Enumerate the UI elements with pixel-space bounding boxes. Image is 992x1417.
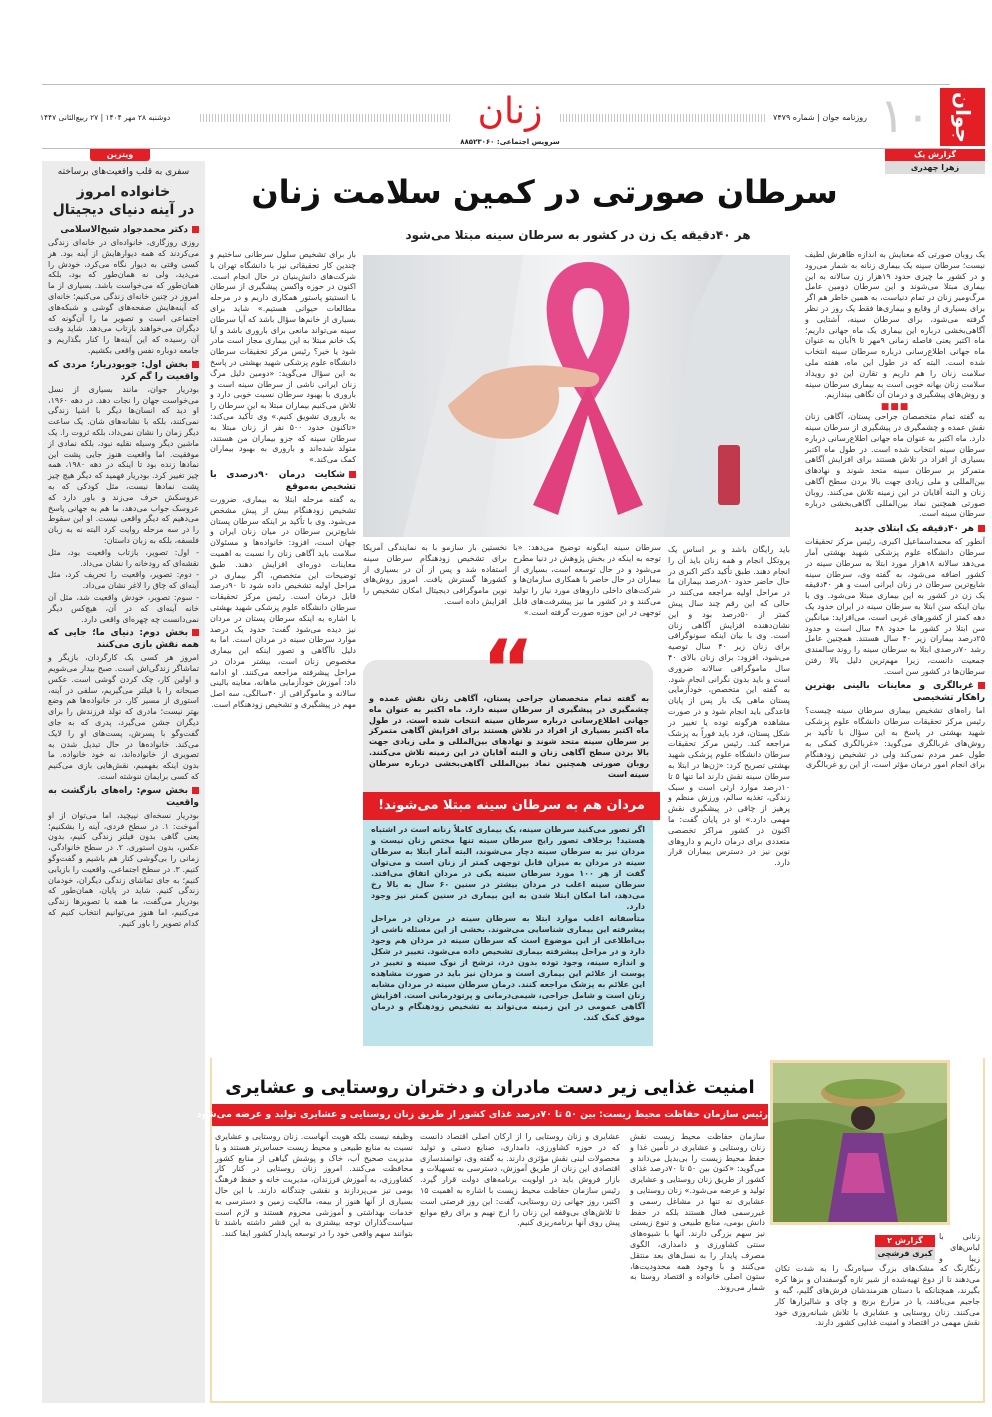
paragraph: بودریار نسخه‌ای نپیچید، اما می‌توان از او آموخت: ۱. در سطح فردی، آینه را بشکنیم؛ یعنی گاهی بدون فیلتر زندگی کنیم، بدون عکس، بدون استوری. ۲. در سطح خانوادگی، زمانی را بی‌گوشی کنار هم باشیم و گفت‌وگو کنیم. ۳. در سطح اجتماعی، واقعیت را بازیابی کنیم؛ به جای تماشای زندگی دیگران، خودمان زندگی کنیم. شاید در پایان، همان‌طور که بودریار می‌گفت، ما همه با تصویرها زندگی می‌کنیم، اما هنوز می‌توانیم انتخاب کنیم که کدام تصویر را باور کنیم.	[48, 810, 200, 928]
quote-box	[363, 623, 660, 1046]
paragraph: به گفته تمام متخصصان جراحی پستان، آگاهی زنان نقش عمده و چشمگیری در پیشگیری از سرطان سینه دارد. ماه اکتبر به عنوان ماه جهانی اطلاع‌رسانی درباره سرطان سینه انتخاب شده است. در طول ماه اکتبر بسیاری از افراد در تلاش هستند برای افزایش آگاهی متمرکز بر سرطان سینه متحد شوند و نهادهای بین‌المللی و ملی زیادی جهت بالا بردن سطح آگاهی زنان و البته آقایان در این زمینه تلاش می‌کنند. روبان صورتی همچنین نماد بین‌المللی آگاهی‌بخشی درباره سرطان سینه است.	[805, 412, 985, 519]
section-heading: بخش اول: جوبودریار؛ مردی که واقعیت را گم کرد	[48, 359, 199, 382]
quote-heading: مردان هم به سرطان سینه مبتلا می‌شوند!	[363, 792, 660, 820]
header-hatch-left	[200, 114, 450, 122]
main-headline: سرطان صورتی در کمین سلامت زنان	[251, 173, 838, 211]
section-heading: بخش سوم: راه‌های بازگشت به واقعیت	[48, 785, 199, 808]
section-logo: زنان	[477, 91, 543, 132]
ribbon-photo	[363, 255, 790, 537]
section-heading: غربالگری و معاینات بالینی بهترین راهکار تشخیصی	[805, 681, 985, 704]
report-author: زهرا چهدری	[885, 161, 985, 174]
section-heading: هر ۴۰دقیقه یک ابتلای جدید	[805, 523, 985, 535]
column-under-photo-3	[363, 543, 507, 609]
paper-logo: جوان	[940, 88, 985, 146]
paragraph: بودریار جوان، مانند بسیاری از نسل می‌خواست جهان را نجات دهد. در دهه ۱۹۶۰، او دید که انسان‌ها دیگر با اشیا زندگی نمی‌کنند، بلکه با نشانه‌های شان. یک ساعت دیگر زمان را نشان نمی‌داد، بلکه ثروت را. یک ماشین دیگر وسیله نقلیه نبود، بلکه نمادی از موفقیت. اما واقعیت هنوز جایی پشت این نمادها زنده بود تا اینکه در دهه ۱۹۸۰، همه چیز تغییر کرد. بودریار فهمید که دیگر هیچ چیز پشت نمادها نیست، مثل کودکی که به عروسکش حرف می‌زند و باور دارد که عروسک جواب می‌دهد، ما هم به جهانی پاسخ می‌دهیم که دیگر واقعی نیست. او این سقوط را در سه مرحله روایت کرد البته نه به زبان فلسفه، بلکه به زبان داستان:	[48, 384, 199, 545]
main-right-column	[805, 250, 985, 772]
intro-paragraph: یک روبان صورتی که معنایش به اندازه ظاهرش لطیف نیست؛ سرطان سینه یک بیماری زنانه به شمار می‌رود و در کشور ما چیزی حدود ۱۹هزار زن سالانه به این بیماری مبتلا می‌شوند و این سرطان دومین عامل مرگ‌ومیر زنان در تمام دنیاست، به همین خاطر هم اگر برای بسیاری از وقایع و بیماری‌ها فقط یک روز در نظر گرفته می‌شود، برای سرطان سینه، آشتایی و آگاهی‌بخشی درباره این بیماری یک ماه جهانی داریم؛ ماه اکتبر یعنی فاصله زمانی ۹مهر تا ۹آبان به عنوان ماه جهانی اطلاع‌رسانی درباره سرطان سینه انتخاب شده است. البته که در طول این ماه، هفته ملی سلامت زنان را هم داریم و تقارن این دو رویداد سلامت زنان بهانه خوبی است به بیماری سرطان سینه و روش‌های پیشگیری و درمان آن نگاهی بیندازیم.	[805, 250, 986, 400]
list-item: - سوم: تصویر، خودش واقعیت شد، مثل آن خانه آینه‌ای که در آن، هیچ‌کس دیگر نمی‌دانست چه چهره‌ای واقعی دارد.	[48, 592, 199, 624]
quote-text: به گفته تمام متخصصان جراحی پستان، آگاهی زنان نقش عمده و چشمگیری در پیشگیری از سرطان سینه دارد. ماه اکتبر به عنوان ماه جهانی اطلاع‌رسانی درباره سرطان سینه انتخاب شده است. در طول ماه اکتبر بسیاری از افراد در تلاش هستند برای افزایش آگاهی متمرکز بر سرطان سینه متحد شوند و نهادهای بین‌المللی و ملی زیادی جهت بالا بردن سطح آگاهی زنان و البته آقایان در این زمینه تلاش می‌کنند. روبان صورتی همچنین نماد بین‌المللی آگاهی‌بخشی درباره سرطان سینه است	[369, 694, 649, 779]
rural-woman-image	[773, 1063, 947, 1222]
issue-date: دوشنبه ۲۸ مهر ۱۴۰۴ | ۲۷ ربیع‌الثانی ۱۴۴۷	[40, 113, 171, 122]
sidebar-title-1: خانواده امروز	[76, 184, 171, 200]
bottom-subhead: رئیس سازمان حفاظت محیط زیست: بین ۵۰ تا ۷۰درصد غذای کشور از طریق زنان روستایی و عشایری تولید و عرضه می‌شود	[212, 1104, 768, 1126]
list-item: - دوم: تصویر، واقعیت را تحریف کرد، مثل آینه‌ای که چاق را لاغر نشان می‌داد.	[48, 570, 199, 591]
paragraph: وظیفه نیست بلکه هویت آنهاست. زنان روستایی و عشایری نسبت به منابع طبیعی و محیط زیست حساس‌تر هستند و با مدیریت صحیح آب، خاک و پوشش گیاهی از منابع کشور محافظت می‌کنند. امروز زنان روستایی در کنار کار کشاورزی، به آموزش فرزندان، مدیریت خانه و حفظ فرهنگ بومی نیز می‌پردازند و نقشی چندگانه دارند. با این حال بسیاری از آنها هنوز از بیمه، مالکیت زمین و دسترسی به خدمات بهداشتی و آموزشی محروم هستند و لازم است سیاست‌گذاران توجه بیشتری به این قشر داشته باشند تا بتوانند سهم واقعی خود را در توسعه پایدار کشور ایفا کنند.	[215, 1132, 413, 1239]
report-tag: گزارش یک	[885, 149, 985, 161]
paragraph: نخستین بار سازمو با به نمایندگی آمریکا برای تشخیص زودهنگام سرطان سینه استفاده شد و پس از آن در بسیاری از کشورها گسترش یافت. امروز روش‌های نوین ماموگرافی دیجیتال امکان تشخیص را افزایش داده است.	[363, 543, 507, 606]
tag-spacer	[775, 1232, 939, 1262]
sidebar-tag: ویترین	[90, 149, 150, 161]
bottom-headline: امنیت غذایی زیر دست مادران و دختران روستایی و عشایری	[225, 1077, 755, 1098]
sidebar-body	[48, 238, 199, 930]
report-2-author: کبری فرشچی	[875, 1247, 935, 1260]
paragraph: آنطور که محمداسماعیل اکبری، رئیس مرکز تحقیقات سرطان دانشگاه علوم پزشکی شهید بهشتی آمار می‌دهد سالانه ۱۸هزار مورد ابتلا به سرطان سینه در کشور اضافه می‌شود، به گفته وی، سرطان سینه شایع‌ترین سرطان در زنان ایرانی است و هر ۴۰دقیقه یک زن در کشور به این بیماری مبتلا می‌شود. وی با بیان اینکه سن ابتلا به سرطان سینه در ایران حدود یک دهه کمتر از کشورهای غربی است، می‌افزاید: میانگین سن ابتلا در کشور ما حدود ۴۸ سال است و حدود ۲۵درصد بیماران زیر ۴۰ سال هستند. همچنین عامل رشد ۷۰درصدی ابتلا به سرطان سینه را روند سالمندی جمعیت دانست، زیرا مهم‌ترین دلیل بالا رفتن سرطان‌ها در کشور سن است.	[805, 537, 986, 676]
sidebar-author: دکتر محمدجواد شیخ‌الاسلامی	[48, 224, 199, 236]
main-left-column	[210, 250, 356, 712]
paragraph: باید رایگان باشد و بر اساس یک پروتکل انجام و همه زنان باید آن را انجام دهند. طبق تأکید دکتر اکبری در حال حاضر حدود ۸۰درصد بیماران ما در مراحل اولیه مراجعه می‌کنند در حالی که این رقم چند سال پیش کمتر از ۵۰درصد بود و این نشان‌دهنده افزایش آگاهی زنان است. وی با بیان اینکه سونوگرافی برای زنان زیر ۴۰ سال توصیه می‌شود، افزود: برای زنان بالای ۴۰ سال ماموگرافی سالانه ضروری است و باید بدون نگرانی انجام شود. به گفته این متخصص، خودآزمایی پستان ماهی یک بار پس از پایان قاعدگی باید انجام شود و در صورت مشاهده هرگونه توده یا تغییر در شکل پستان، فرد باید فوراً به پزشک مراجعه کند. رئیس مرکز تحقیقات سرطان دانشگاه علوم پزشکی شهید بهشتی تصریح کرد: «ژن‌ها در ابتلا به سرطان سینه نقش دارند اما تنها ۵ تا ۱۰درصد موارد ارثی است و سبک زندگی، تغذیه سالم، ورزش منظم و پرهیز از چاقی در پیشگیری نقش مهمی دارد.» او در پایان گفت: ما اکنون در کشور مراکز تخصصی متعددی برای درمان داریم و داروهای نوین نیز در دسترس بیماران قرار دارد.	[668, 545, 791, 868]
list-item: - اول: تصویر، بازتاب واقعیت بود، مثل نقشه‌ای که رودخانه را نشان می‌داد.	[48, 547, 199, 568]
paper-info: روزنامه جوان | شماره ۷۴۷۹	[773, 113, 867, 122]
page-number: ۱۰	[879, 88, 931, 144]
paragraph: متأسفانه اغلب موارد ابتلا به سرطان سینه در مردان در مراحل پیشرفته این بیماری شناسایی می‌شوند. بخشی از این مسئله ناشی از بی‌اطلاعی از این موضوع است که سرطان سینه در مردان هم وجود دارد و در مراحل پیشرفته بیماری تشخیص داده می‌شود. تغییر در شکل و اندازه سینه، وجود توده بدون درد، ترشح از نوک سینه و تغییر در پوست از علائم این بیماری است و مردان نیز باید در صورت مشاهده این علائم به پزشک مراجعه کنند. درمان سرطان سینه در مردان مشابه زنان است و شامل جراحی، شیمی‌درمانی و پرتودرمانی است. افزایش آگاهی عمومی در این زمینه می‌تواند به تشخیص زودهنگام و درمان موفق کمک کند.	[371, 914, 645, 1022]
top-rule	[42, 84, 950, 85]
bottom-photo	[770, 1060, 950, 1225]
quote-mark-icon: “	[481, 623, 535, 716]
paragraph: زنانی با لباس‌های زیبا و رنگارنگ که مشک‌های بزرگ سیاه‌رنگ را به شدت تکان می‌دهند تا از دوغ تهیه‌شده از شیر تازه گوسفندان و بزها کره بگیرند، همچنانکه با دستان هنرمندشان فرش‌های گلیم، گبه و جاجیم می‌بافند، یا در مزارع برنج و چای و شالیزارها کار می‌کنند. زنان روستایی و عشایری با تلاش شبانه‌روزی خود نقش مهمی در اقتصاد و امنیت غذایی کشور دارند.	[775, 1232, 980, 1328]
sidebar-box	[42, 161, 205, 1403]
paragraph: روزی روزگاری، خانواده‌ای در خانه‌ای زندگی می‌کردند که همه دیوارهایش از آینه بود. هر کسی وقتی به دیوار نگاه می‌کرد، خودش را می‌دید، ولی نه همان‌طور که بود، بلکه همان‌طور که می‌خواست باشد. بسیاری از ما امروز در چنین خانه‌ای زندگی می‌کنیم؛ خانه‌ای که آینه‌هایش صفحه‌های گوشی و شبکه‌های اجتماعی است و تصویر ما را آن‌گونه که دیگران می‌خواهند بازتاب می‌دهد. شاید وقت آن رسیده که این آینه‌ها را کنار بگذاریم و جامعه دوباره نفس واقعی بکشیم.	[48, 238, 199, 355]
paragraph: اگر تصور می‌کنید سرطان سینه، یک بیماری کاملاً زنانه است در اشتباه هستید! برخلاف تصور رایج سرطان سینه تنها مختص زنان نیست و مردان نیز به سرطان سینه دچار می‌شوند، البته آمار ابتلا به سرطان سینه در مردان به میزان قابل توجهی کمتر از زنان است و می‌توان گفت از هر ۱۰۰ مورد سرطان سینه یکی در مردان اتفاق می‌افتد. سرطان سینه اغلب در مردان بیشتر در سنین ۶۰ سال به بالا رخ می‌دهد، اما امکان ابتلا شدن به این بیماری در سنین کمتر نیز وجود دارد.	[371, 825, 645, 911]
header-rule	[42, 148, 950, 149]
ornament: ■■■	[880, 402, 910, 413]
section-heading: بخش دوم: دنیای ما؛ جایی که همه نقش بازی می‌کنند	[48, 628, 199, 651]
column-under-photo-2	[513, 543, 661, 620]
paragraph: بار برای تشخیص سلول سرطانی ساختیم و چندین کار تحقیقاتی نیز با دانشگاه تهران با شرکت‌های دانش‌بنیان در حال انجام است. اکنون در حوزه واکسن پیشگیری از سرطان با انستیتو پاستور همکاری داریم و در مرحله مطالعات حیوانی هستیم.» شاید برای بسیاری از خانم‌ها سؤال باشد که آیا سرطان سینه می‌تواند مانعی برای باروری باشد و آیا یک خانم مبتلا به این بیماری مجاز است مادر شود یا خیر؟ رئیس مرکز تحقیقات سرطان دانشگاه علوم پزشکی شهید بهشتی در پاسخ به این سؤال می‌گوید: «دومین دلیل مرگ زنان ایرانی ناشی از سرطان سینه است و باروری با بهبود سرطان نسبت خوبی دارد و تلاش می‌کنیم بیماران مبتلا به این سرطان را به باروری تشویق کنیم.» وی تأکید می‌کند: «تاکنون حدود ۵۰۰ نفر از زنان مبتلا به سرطان سینه که جزو بیماران من هستند، متولد شده‌اند و باروری به بهبود بیماران کمک می‌کند.»	[210, 250, 357, 465]
bottom-column-1	[630, 1132, 765, 1295]
main-subhead: هر ۴۰دقیقه یک زن در کشور به سرطان سینه مبتلا می‌شود	[405, 228, 751, 242]
header-hatch-right	[560, 114, 765, 122]
paragraph: به گفته مرحله ابتلا به بیماری، ضرورت تشخیص زودهنگام بیش از پیش مشخص می‌شود. وی با تأکید بر اینکه سرطان پستان شایع‌ترین سرطان در میان زنان ایران و جهان است، افزود: خانواده‌ها و مسئولان سلامت باید آگاهی زنان را نسبت به اهمیت معاینات دوره‌ای افزایش دهند. طبق توضیحات این متخصص، اگر بیماری در مراحل اولیه تشخیص داده شود تا ۹۰درصد قابل درمان است. رئیس مرکز تحقیقات سرطان دانشگاه علوم پزشکی شهید بهشتی با اشاره به اینکه سرطان پستان در مردان نیز دیده می‌شود گفت: حدود یک درصد موارد سرطان سینه در مردان است. اما به دلیل ناآگاهی و تصور اینکه این بیماری مخصوص زنان است، بیشتر مردان در مراحل پیشرفته مراجعه می‌کنند. او ادامه داد: آموزش خودآزمایی ماهانه، معاینه بالینی سالانه و ماموگرافی از ۴۰سالگی، سه اصل مهم در پیشگیری و تشخیص زودهنگام است.	[210, 494, 357, 710]
paragraph: عشایری و زنان روستایی را از ارکان اصلی اقتصاد دانست که در حوزه کشاورزی، دامداری، صنایع دستی و تولید محصولات لبنی نقش مؤثری دارند. به گفته وی، توانمندسازی اقتصادی این زنان از طریق آموزش، دسترسی به تسهیلات و بازار فروش باید در اولویت برنامه‌های دولت قرار گیرد. رئیس سازمان حفاظت محیط زیست با اشاره به اهمیت ۱۵ اکتبر، روز جهانی زن روستایی، گفت: این روز فرصتی است تا تلاش‌های بی‌وقفه این زنان را ارج نهیم و برای رفع موانع پیش روی آنها برنامه‌ریزی کنیم.	[420, 1132, 620, 1228]
quote-body	[363, 820, 653, 1046]
pink-ribbon-image	[363, 255, 790, 537]
paragraph: امروز هر کسی یک کارگردان، بازیگر و تماشاگر زندگی‌اش است. صبح بیدار می‌شویم و اولین کار، چک کردن گوشی است. عکس صبحانه را با فیلتر می‌گیریم، سلفی در آینه، استوری از مسیر کار. در خانواده‌ها هم وضع بهتر نیست؛ مادری که تولد فرزندش را برای دیگران جشن می‌گیرد، پدری که به جای گفت‌وگو با پسرش، پست‌های او را لایک می‌کند. خانواده‌ها در حال تبدیل شدن به تصویری از خانواده‌اند، نه خود خانواده. ما بدون اینکه بفهمیم، نقش‌هایی بازی می‌کنیم که کسی برایمان ننوشته است.	[48, 653, 199, 782]
bottom-photo-column	[775, 1232, 980, 1330]
section-heading: شکایت درمان ۹۰درصدی با تشخیص به‌موقع	[210, 469, 356, 492]
paragraph: اما راه‌های تشخیص بیماری سرطان سینه چیست؟ رئیس مرکز تحقیقات سرطان دانشگاه علوم پزشکی شهید بهشتی در پاسخ به این سؤال با تأکید بر روش‌های غربالگری می‌گوید: «غربالگری کمکی به طول عمر مردم نمی‌کند ولی در تشخیص زودهنگام برای انجام امور درمان مؤثر است، از این رو غربالگری	[805, 706, 985, 770]
sidebar-kicker: سفری به قلب واقعیت‌های برساخته	[57, 167, 190, 177]
paragraph: سرطان سینه اینگونه توضیح می‌دهد: «با توجه به اینکه در بخش پژوهش در دنیا مطرح می‌شود و در حال توسعه است، بسیاری از بیماران در حال حاضر با همکاری سازمان‌ها و شرکت‌های داخلی داروهای مورد نیاز را تولید می‌کنند و در کشور ما نیز پیشرفت‌های قابل توجهی در این حوزه صورت گرفته است.»	[513, 543, 661, 617]
bottom-column-3	[215, 1132, 413, 1241]
paragraph: سازمان حفاظت محیط زیست نقش زنان روستایی و عشایری در تأمین غذا و حفظ محیط زیست را بی‌بدیل می‌داند و می‌گوید: «کنون بین ۵۰ تا ۷۰درصد غذای کشور از طریق زنان روستایی و عشایری تولید و عرضه می‌شود.» زنان روستایی و عشایری نه تنها در مشاغل رسمی و غیررسمی فعال هستند بلکه در حفظ دانش بومی، منابع طبیعی و تنوع زیستی نیز سهم بزرگی دارند. آنها با شیوه‌های سنتی کشاورزی و دامداری، الگوی مصرف پایدار را به نسل‌های بعد منتقل می‌کنند و با وجود همه محدودیت‌ها، ستون اصلی خانواده و اقتصاد روستا به شمار می‌روند.	[630, 1132, 766, 1293]
bottom-column-2	[420, 1132, 620, 1230]
column-under-photo-right	[668, 545, 790, 870]
sidebar-title-2: در آینه دنیای دیجیتال	[52, 202, 195, 218]
report-2-tag: گزارش ۲	[875, 1235, 935, 1247]
section-phone: سرویس اجتماعی: ۸۸۵۲۳۰۶۰	[460, 138, 560, 146]
